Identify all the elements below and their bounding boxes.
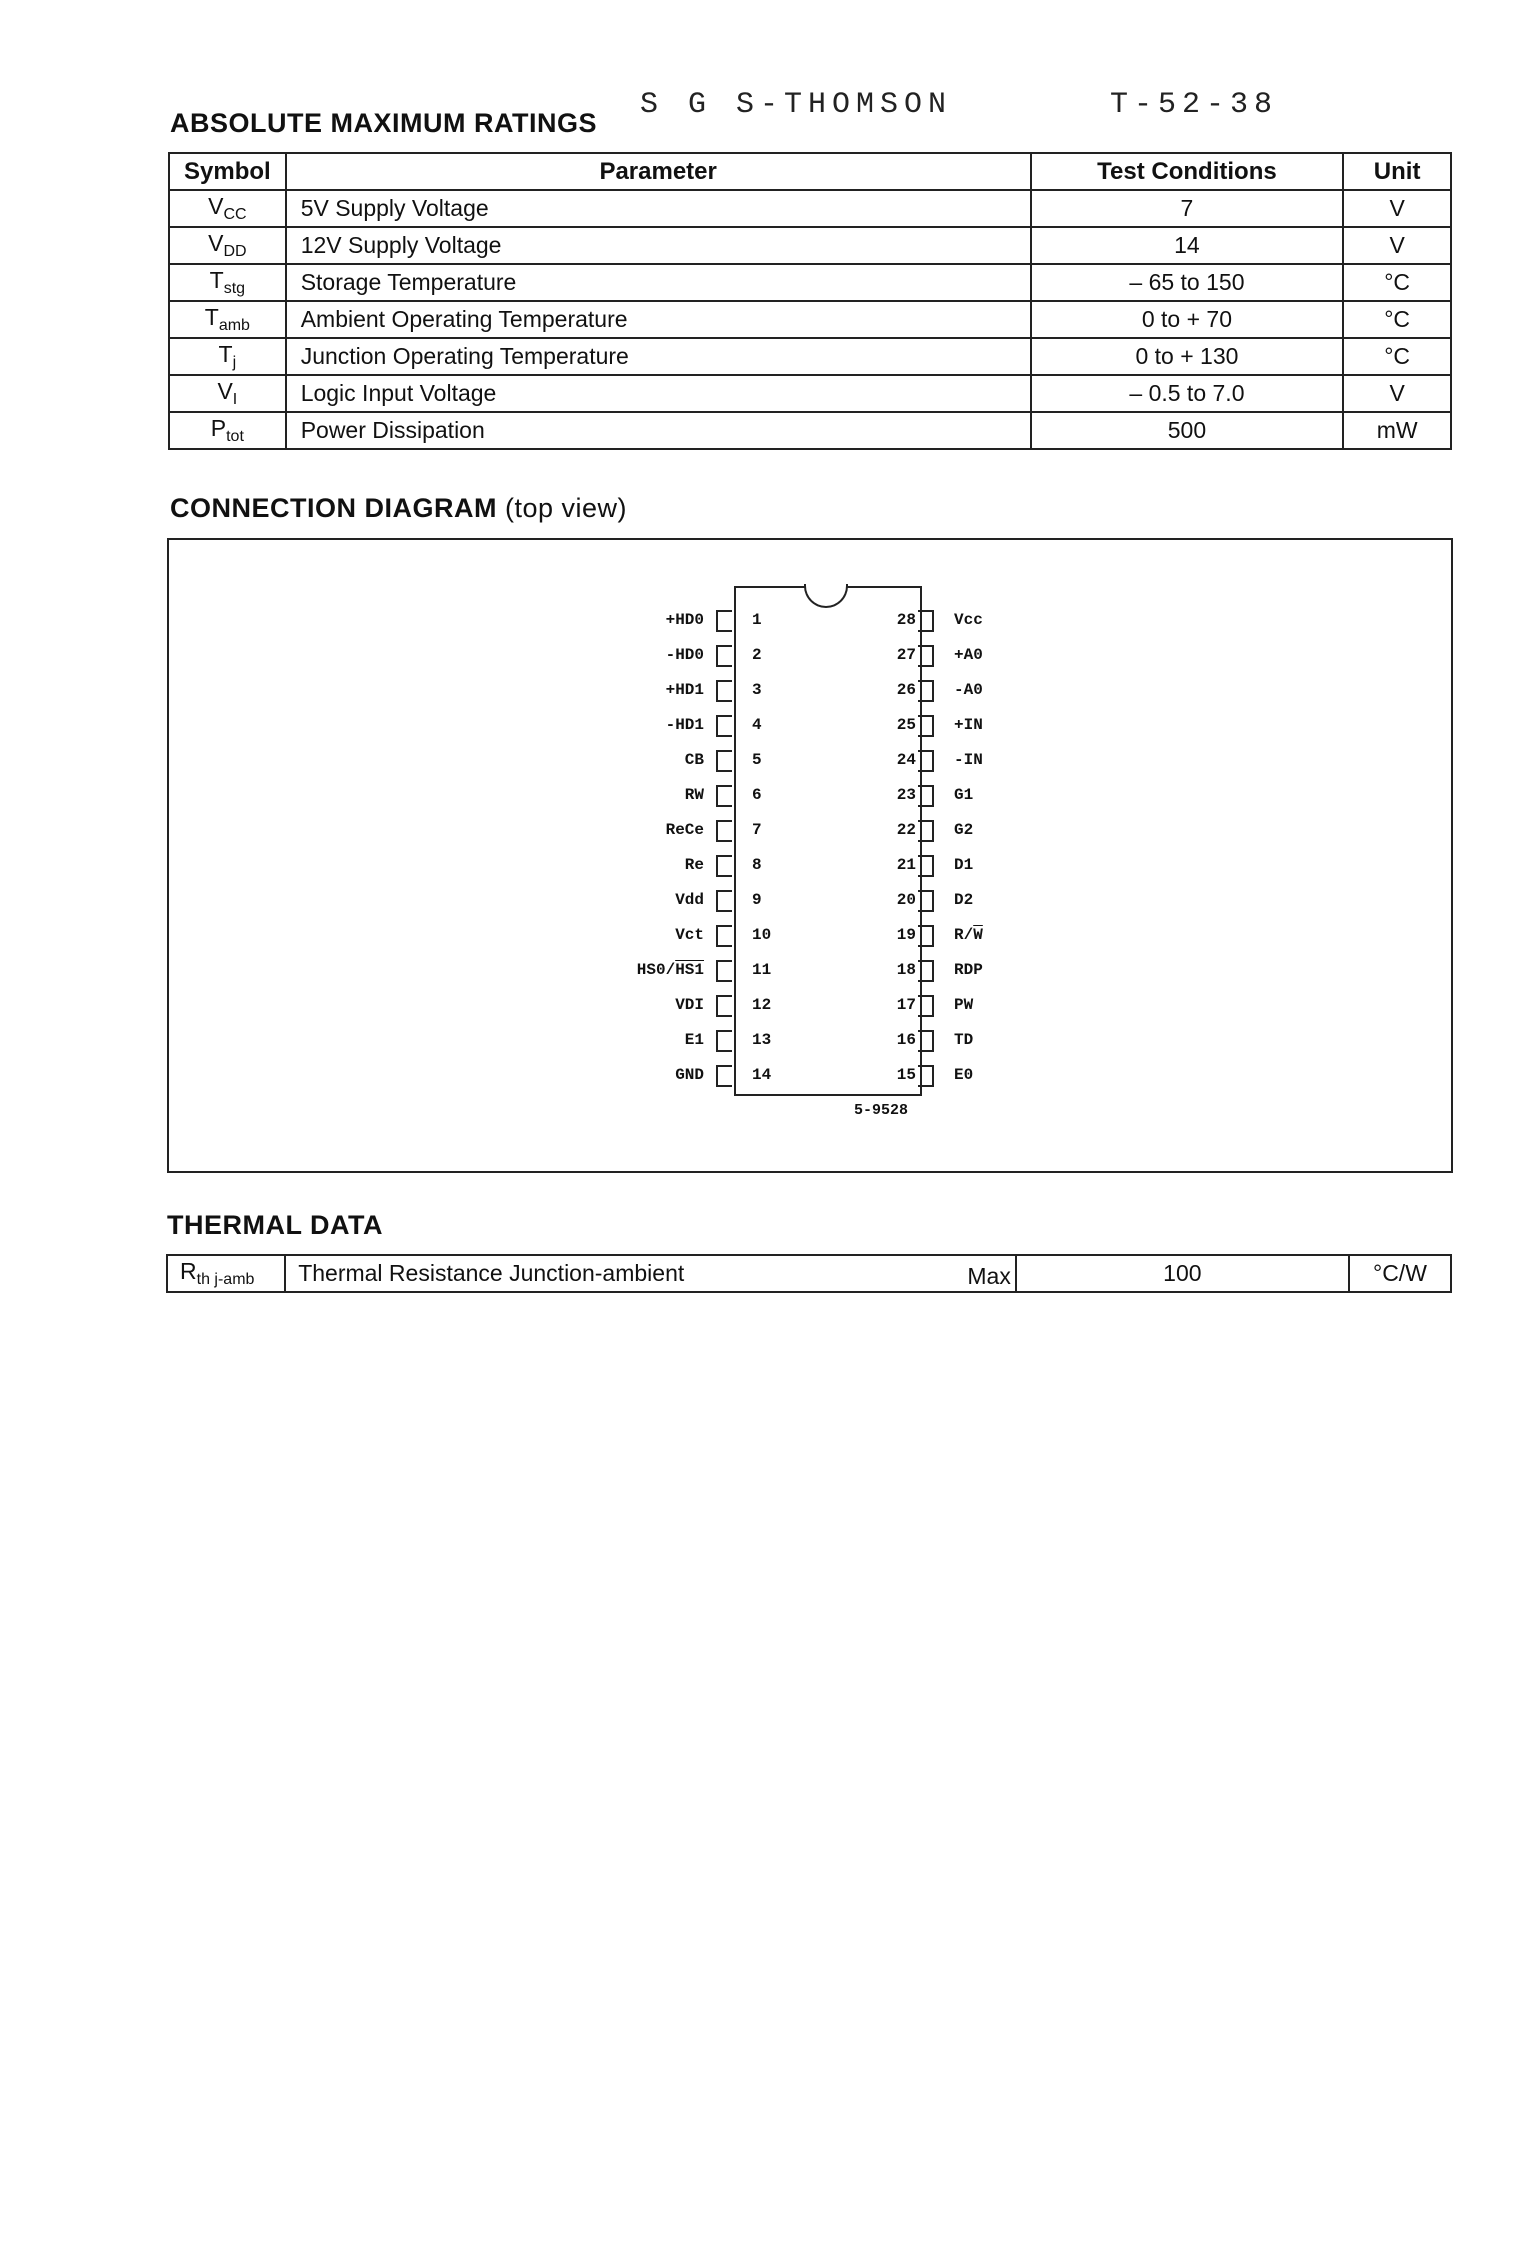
pin-row [580, 746, 1180, 774]
thermal-row [167, 1255, 1451, 1292]
rating-parameter: 12V Supply Voltage [286, 227, 1031, 264]
pin-right-number: 24 [896, 751, 916, 769]
pin-right-number: 28 [896, 611, 916, 629]
rating-symbol: $T_j$ [169, 338, 286, 375]
header-brand: S G S-THOMSON [640, 88, 953, 122]
header-code: T-52-38 [1110, 88, 1279, 122]
pin-right-number: 18 [896, 961, 916, 979]
pin-left-name: Vct [675, 926, 704, 944]
pin-right-name: $R/\overline{W}$ [954, 926, 983, 944]
pin-left-number: 5 [752, 751, 762, 769]
pin-left-name: HS0/HS1 [636, 961, 704, 979]
pin-right-number: 17 [896, 996, 916, 1014]
rating-parameter: Ambient Operating Temperature [286, 301, 1031, 338]
pin-left-lead [716, 890, 732, 912]
ratings-row [169, 227, 1451, 264]
rating-condition: 500 [1031, 412, 1344, 449]
pin-row [580, 676, 1180, 704]
pin-right-lead [918, 610, 934, 632]
pin-right-name: -A0 [954, 681, 983, 699]
pin-left-number: 3 [752, 681, 762, 699]
rating-condition: 0 to + 70 [1031, 301, 1344, 338]
pin-left-name: -HD1 [665, 716, 704, 734]
ratings-header-row [169, 153, 1451, 190]
pin-right-number: 26 [896, 681, 916, 699]
pin-left-name: CB [684, 751, 704, 769]
connection-title [170, 493, 627, 524]
rating-symbol: $T_{stg}$ [169, 264, 286, 301]
ratings-row [169, 375, 1451, 412]
ratings-row [169, 412, 1451, 449]
rating-unit: mW [1343, 412, 1451, 449]
pin-right-name: D1 [954, 856, 974, 874]
rating-symbol: $V_{DD}$ [169, 227, 286, 264]
pin-right-number: 19 [896, 926, 916, 944]
pin-right-name: TD [954, 1031, 974, 1049]
rating-symbol: $V_{CC}$ [169, 190, 286, 227]
rating-condition: – 65 to 150 [1031, 264, 1344, 301]
pin-left-name: GND [675, 1066, 704, 1084]
pin-right-lead [918, 715, 934, 737]
pin-left-number: 11 [752, 961, 772, 979]
pin-left-name: +HD0 [665, 611, 704, 629]
rating-condition: – 0.5 to 7.0 [1031, 375, 1344, 412]
rating-unit: V [1343, 375, 1451, 412]
pin-left-name: ReCe [665, 821, 704, 839]
pin-right-name: Vcc [954, 611, 983, 629]
pin-left-name: E1 [684, 1031, 704, 1049]
ratings-row [169, 190, 1451, 227]
pin-right-name: G1 [954, 786, 974, 804]
pin-left-lead [716, 680, 732, 702]
pin-left-lead [716, 855, 732, 877]
pin-row [580, 711, 1180, 739]
pin-right-lead [918, 1065, 934, 1087]
pin-right-lead [918, 855, 934, 877]
rating-condition: 0 to + 130 [1031, 338, 1344, 375]
pin-left-lead [716, 1065, 732, 1087]
pin-left-lead [716, 645, 732, 667]
pin-right-number: 23 [896, 786, 916, 804]
pin-left-number: 12 [752, 996, 772, 1014]
header-strip [620, 88, 1320, 124]
col-parameter: Parameter [286, 153, 1031, 190]
col-unit: Unit [1343, 153, 1451, 190]
pin-left-lead [716, 610, 732, 632]
pin-left-number: 9 [752, 891, 762, 909]
pin-left-lead [716, 1030, 732, 1052]
pin-right-lead [918, 925, 934, 947]
pin-left-name: -HD0 [665, 646, 704, 664]
pin-right-number: 21 [896, 856, 916, 874]
ratings-row [169, 338, 1451, 375]
rating-unit: V [1343, 190, 1451, 227]
pin-right-lead [918, 680, 934, 702]
connection-subtitle: (top view) [505, 493, 628, 523]
pin-left-lead [716, 820, 732, 842]
ratings-table [168, 152, 1452, 450]
pin-right-number: 22 [896, 821, 916, 839]
diagram-ref-code: 5-9528 [854, 1102, 909, 1119]
thermal-value: 100 [1016, 1255, 1349, 1292]
rating-unit: °C [1343, 264, 1451, 301]
pin-right-lead [918, 890, 934, 912]
pin-row [580, 956, 1180, 984]
thermal-table [166, 1254, 1452, 1293]
pin-left-name: VDI [675, 996, 704, 1014]
pin-left-lead [716, 750, 732, 772]
rating-unit: V [1343, 227, 1451, 264]
rating-symbol: $V_I$ [169, 375, 286, 412]
pin-left-number: 13 [752, 1031, 772, 1049]
pin-right-name: +IN [954, 716, 983, 734]
col-test-conditions: Test Conditions [1031, 153, 1344, 190]
thermal-symbol: $R_{th j-amb}$ [167, 1255, 285, 1292]
pin-left-number: 6 [752, 786, 762, 804]
pin-right-number: 20 [896, 891, 916, 909]
col-symbol: Symbol [169, 153, 286, 190]
pin-left-number: 8 [752, 856, 762, 874]
rating-parameter: Junction Operating Temperature [286, 338, 1031, 375]
thermal-unit: °C/W [1349, 1255, 1451, 1292]
pin-right-name: G2 [954, 821, 974, 839]
pin-row [580, 921, 1180, 949]
rating-condition: 7 [1031, 190, 1344, 227]
pin-left-lead [716, 960, 732, 982]
pin-row [580, 991, 1180, 1019]
ratings-row [169, 301, 1451, 338]
pin-left-lead [716, 715, 732, 737]
pin-right-name: RDP [954, 961, 983, 979]
thermal-parameter: Thermal Resistance Junction-ambient Max [285, 1255, 1016, 1292]
thermal-title: THERMAL DATA [167, 1210, 383, 1240]
pin-row [580, 816, 1180, 844]
pin-row [580, 1061, 1180, 1089]
pin-left-number: 1 [752, 611, 762, 629]
rating-parameter: Power Dissipation [286, 412, 1031, 449]
rating-condition: 14 [1031, 227, 1344, 264]
rating-symbol: $T_{amb}$ [169, 301, 286, 338]
rating-parameter: Storage Temperature [286, 264, 1031, 301]
thermal-qualifier: Max [967, 1263, 1011, 1289]
pin-right-lead [918, 1030, 934, 1052]
pin-row [580, 1026, 1180, 1054]
connection-title-text: CONNECTION DIAGRAM [170, 493, 497, 523]
pin-right-number: 15 [896, 1066, 916, 1084]
ratings-title: ABSOLUTE MAXIMUM RATINGS [170, 108, 597, 138]
pin-right-lead [918, 995, 934, 1017]
rating-unit: °C [1343, 338, 1451, 375]
pin-right-number: 16 [896, 1031, 916, 1049]
pin-row [580, 641, 1180, 669]
pin-right-lead [918, 960, 934, 982]
pin-left-lead [716, 785, 732, 807]
pin-left-name: +HD1 [665, 681, 704, 699]
pin-right-number: 25 [896, 716, 916, 734]
pin-left-name: Vdd [675, 891, 704, 909]
pin-row [580, 781, 1180, 809]
pin-right-lead [918, 750, 934, 772]
rating-unit: °C [1343, 301, 1451, 338]
pin-left-lead [716, 995, 732, 1017]
pin-right-name: +A0 [954, 646, 983, 664]
pin-left-number: 10 [752, 926, 772, 944]
pin-left-lead [716, 925, 732, 947]
pin-left-number: 14 [752, 1066, 772, 1084]
pin-left-number: 2 [752, 646, 762, 664]
pin-right-lead [918, 645, 934, 667]
rating-parameter: Logic Input Voltage [286, 375, 1031, 412]
pin-right-name: D2 [954, 891, 974, 909]
pin-left-name: RW [684, 786, 704, 804]
pin-row [580, 886, 1180, 914]
rating-parameter: 5V Supply Voltage [286, 190, 1031, 227]
pin-row [580, 851, 1180, 879]
pin-row [580, 606, 1180, 634]
pin-left-number: 4 [752, 716, 762, 734]
pin-right-name: E0 [954, 1066, 974, 1084]
pin-left-number: 7 [752, 821, 762, 839]
pin-right-name: -IN [954, 751, 983, 769]
pin-right-lead [918, 820, 934, 842]
pin-right-number: 27 [896, 646, 916, 664]
rating-symbol: $P_{tot}$ [169, 412, 286, 449]
pin-right-lead [918, 785, 934, 807]
ratings-row [169, 264, 1451, 301]
pin-left-name: Re [684, 856, 704, 874]
pin-right-name: PW [954, 996, 974, 1014]
